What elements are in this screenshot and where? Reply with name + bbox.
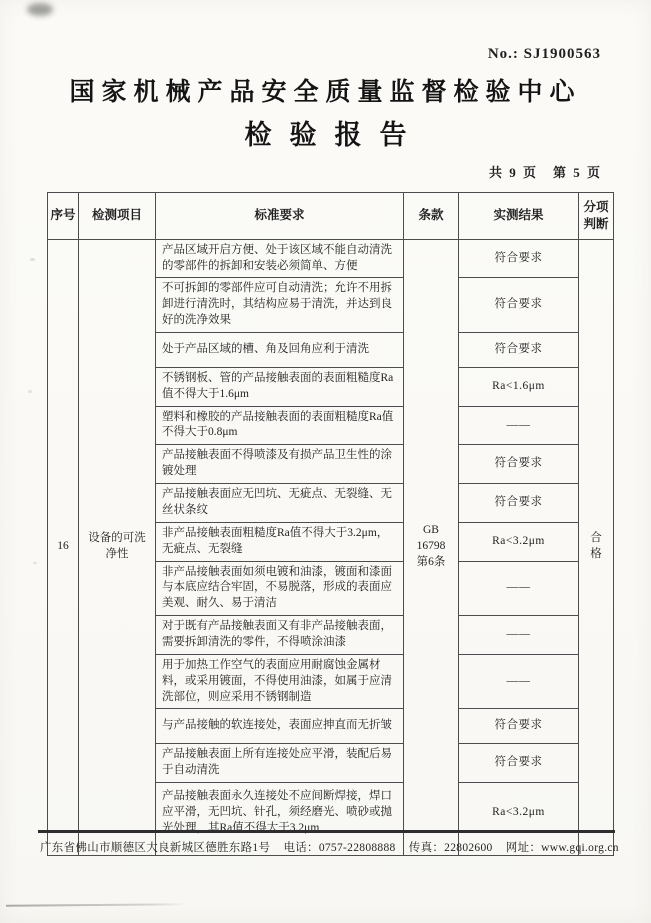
- requirement-cell: 产品区域开启方便、处于该区域不能自动清洗的零部件的拆卸和安装必须简单、方便: [156, 239, 404, 278]
- col-header-seq-no: 序号: [48, 193, 79, 240]
- organization-name: 国家机械产品安全质量监督检验中心: [69, 78, 582, 106]
- scan-speck-artifact: [28, 390, 32, 393]
- clause-cell: [404, 239, 459, 855]
- result-cell: 符合要求: [459, 278, 579, 333]
- requirement-cell: 产品接触表面上所有连接处应平滑，装配后易于自动清洗: [156, 744, 404, 783]
- judgment-cell: 合格: [579, 239, 614, 855]
- clause-standard: GB 16798: [416, 524, 446, 553]
- footer-divider: [38, 830, 615, 833]
- footer-address: 广东省佛山市顺德区大良新城区德胜东路1号: [40, 842, 271, 854]
- requirement-cell: 对于既有产品接触表面又有非产品接触表面，需要拆卸清洗的零件，不得喷涂油漆: [156, 616, 404, 655]
- requirement-cell: 产品接触表面不得喷漆及有损产品卫生性的涂镀处理: [156, 445, 404, 484]
- col-header-sub-judgment: 分项判断: [579, 193, 614, 240]
- footer-website: 网址：www.gqi.org.cn: [505, 842, 619, 854]
- inspection-table-container: [47, 192, 613, 856]
- footer-phone: 电话：0757-22808888: [283, 842, 396, 854]
- result-cell: 符合要求: [459, 744, 579, 783]
- result-cell: 符合要求: [459, 709, 579, 744]
- table-header-row: [48, 193, 614, 240]
- report-number: No.: SJ1900563: [487, 46, 601, 62]
- requirement-cell: 不可拆卸的零部件应可自动清洗；允许不用拆卸进行清洗时，其结构应易于清洗，并达到良好的洗净效果: [156, 278, 404, 333]
- col-header-standard-requirement: 标准要求: [156, 193, 404, 240]
- result-cell: ——: [459, 406, 579, 445]
- requirement-cell: 产品接触表面永久连接处不应间断焊接，焊口应平滑，无凹坑、针孔，须经磨光、喷砂或抛光处理，其Ra值不得大于3.2μm: [156, 782, 404, 855]
- document-title: 检验报告: [244, 120, 425, 150]
- result-cell: Ra<1.6μm: [459, 367, 579, 406]
- requirement-cell: 用于加热工作空气的表面应用耐腐蚀金属材料，或采用镀面，不得使用油漆，如属于应清洗部位，则应采用不锈钢制造: [156, 654, 404, 709]
- scan-speck-artifact: [30, 258, 35, 261]
- result-cell: 符合要求: [459, 445, 579, 484]
- page-info: 共 9 页 第 5 页: [488, 165, 602, 180]
- footer-fax: 传真：22802600: [408, 842, 493, 854]
- col-header-test-item: 检测项目: [79, 193, 156, 240]
- result-cell: 符合要求: [459, 333, 579, 368]
- result-cell: 符合要求: [459, 484, 579, 523]
- scan-scratch-artifact: [6, 903, 188, 907]
- requirement-cell: 非产品接触表面粗糙度Ra值不得大于3.2μm，无疵点、无裂缝: [156, 522, 404, 561]
- table-row: [48, 239, 614, 278]
- result-cell: 符合要求: [459, 239, 579, 278]
- item-name-cell: 设备的可洗净性: [79, 239, 156, 855]
- clause-article: 第6条: [416, 556, 446, 569]
- col-header-measured-result: 实测结果: [459, 193, 579, 240]
- result-cell: Ra<3.2μm: [459, 522, 579, 561]
- result-cell: ——: [459, 654, 579, 709]
- result-cell: ——: [459, 616, 579, 655]
- requirement-cell: 非产品接触表面如须电镀和油漆，镀面和漆面与本底应结合牢固，不易脱落，形成的表面应美观、耐久、易于清洁: [156, 561, 404, 616]
- item-no-cell: 16: [48, 239, 79, 855]
- scan-smudge-artifact: [27, 3, 53, 16]
- requirement-cell: 产品接触表面应无凹坑、无疵点、无裂缝、无丝状条纹: [156, 484, 404, 523]
- requirement-cell: 处于产品区域的槽、角及回角应利于清洗: [156, 333, 404, 368]
- requirement-cell: 不锈钢板、管的产品接触表面的表面粗糙度Ra值不得大于1.6μm: [156, 367, 404, 406]
- requirement-cell: 塑料和橡胶的产品接触表面的表面粗糙度Ra值不得大于0.8μm: [156, 406, 404, 445]
- footer-contact-line: [40, 839, 618, 855]
- inspection-table: [47, 192, 614, 856]
- result-cell: Ra<3.2μm: [459, 782, 579, 855]
- requirement-cell: 与产品接触的软连接处，表面应抻直而无折皱: [156, 709, 404, 744]
- result-cell: ——: [459, 561, 579, 616]
- col-header-clause: 条款: [404, 193, 459, 240]
- scan-speck-artifact: [33, 562, 37, 564]
